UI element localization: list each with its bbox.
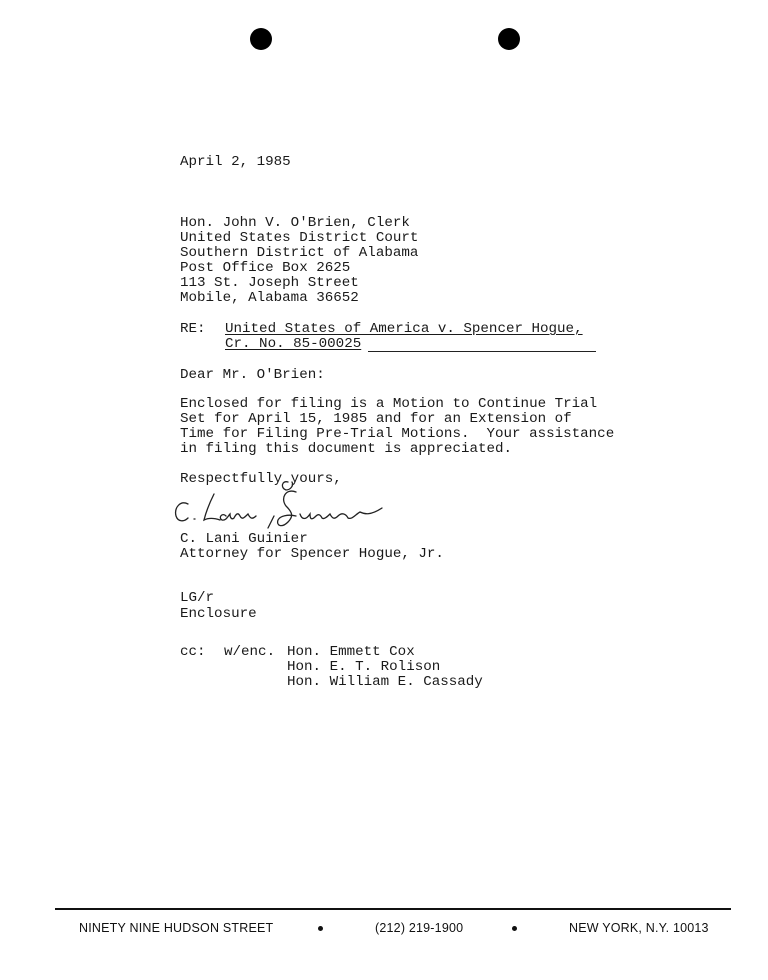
re-case-number: Cr. No. 85-00025: [225, 336, 362, 352]
footer-rule: [55, 908, 731, 910]
re-label: RE:: [180, 321, 206, 337]
addressee-line-2: United States District Court: [180, 230, 419, 246]
salutation: Dear Mr. O'Brien:: [180, 367, 325, 383]
addressee-line-6: Mobile, Alabama 36652: [180, 290, 359, 306]
signer-title: Attorney for Spencer Hogue, Jr.: [180, 546, 444, 562]
closing: Respectfully yours,: [180, 471, 342, 487]
footer-separator-2: [512, 926, 517, 931]
body-line-3: Time for Filing Pre-Trial Motions. Your assistance: [180, 426, 615, 442]
footer-phone: (212) 219-1900: [375, 921, 464, 935]
cc-recipient-1: Hon. Emmett Cox: [287, 644, 415, 660]
initials: LG/r: [180, 590, 215, 606]
cc-label: cc:: [180, 644, 206, 660]
signer-name: C. Lani Guinier: [180, 531, 308, 547]
footer-city: NEW YORK, N.Y. 10013: [569, 921, 709, 935]
footer-separator-1: [318, 926, 323, 931]
enclosure: Enclosure: [180, 606, 257, 622]
body-line-1: Enclosed for filing is a Motion to Continue Trial: [180, 396, 598, 412]
re-underline: [368, 351, 596, 352]
footer-address: NINETY NINE HUDSON STREET: [79, 921, 274, 935]
cc-recipient-3: Hon. William E. Cassady: [287, 674, 483, 690]
cc-recipient-2: Hon. E. T. Rolison: [287, 659, 441, 675]
addressee-line-4: Post Office Box 2625: [180, 260, 351, 276]
cc-enclosure-note: w/enc.: [224, 644, 276, 660]
addressee-line-5: 113 St. Joseph Street: [180, 275, 359, 291]
body-line-4: in filing this document is appreciated.: [180, 441, 513, 457]
letter-date: April 2, 1985: [180, 154, 291, 170]
re-case-title: United States of America v. Spencer Hogue,: [225, 321, 583, 337]
body-line-2: Set for April 15, 1985 and for an Extension of: [180, 411, 572, 427]
addressee-line-3: Southern District of Alabama: [180, 245, 419, 261]
punch-hole-left: [250, 28, 272, 50]
addressee-line-1: Hon. John V. O'Brien, Clerk: [180, 215, 410, 231]
punch-hole-right: [498, 28, 520, 50]
